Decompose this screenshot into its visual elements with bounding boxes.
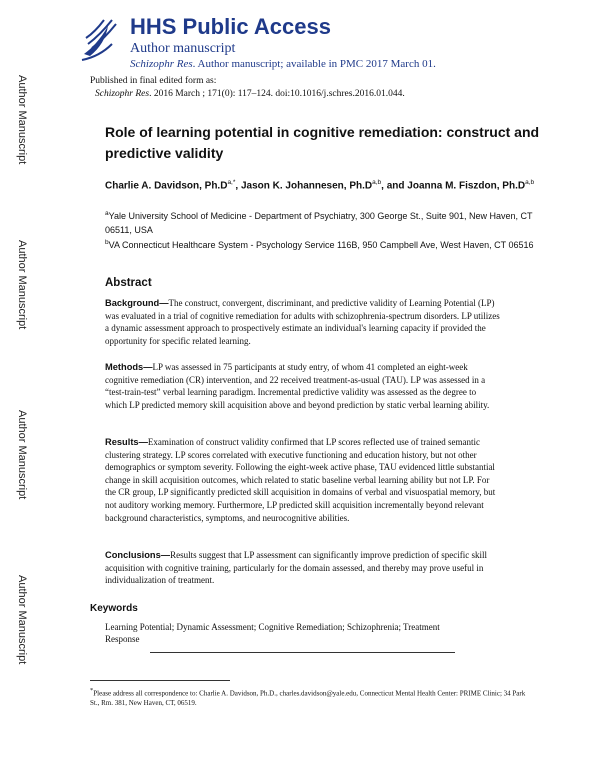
keywords-divider	[150, 652, 455, 653]
citation	[95, 89, 405, 99]
author-affiliation-mark: a,b	[372, 179, 382, 186]
affiliation-a	[105, 207, 545, 237]
affiliation-mark: b	[105, 239, 109, 246]
side-label-author-manuscript: Author Manuscript	[16, 75, 28, 165]
affiliation-text: Yale University School of Medicine - Department of Psychiatry, 300 George St., Suite 901, New Haven, CT 06511, USA	[105, 211, 533, 235]
side-label-author-manuscript: Author Manuscript	[16, 240, 28, 330]
abstract-conclusions	[105, 549, 500, 587]
published-label: Published in final edited form as:	[90, 76, 217, 86]
section-label: Background—	[105, 298, 169, 308]
footnote-text: Please address all correspondence to: Charlie A. Davidson, Ph.D., charles.davidson@yale.edu, Connecticut Mental Health Center: PRIME Clinic; 34 Park St., Rm. 381, New Haven, CT, 06519.	[90, 689, 526, 708]
author-name: Joanna M. Fiszdon, Ph.D	[407, 180, 526, 192]
hhs-eagle-logo-icon	[78, 14, 120, 66]
section-text: Results suggest that LP assessment can significantly improve prediction of specific skill acquisition with cognitive training, particularly for the domain assessed, and thereby may prove useful in individualization of treatment.	[105, 550, 487, 586]
citation-journal: Schizophr Res	[95, 89, 150, 99]
section-text: LP was assessed in 75 participants at study entry, of whom 41 completed an eight-week cognitive remediation (CR) intervention, and 22 received treatment-as-usual (TAU). LP was assessed in a “test-train-test” verbal learning paradigm. Incremental predictive validity was assessed as the degree to which LP predicted memory skill acquisition above and beyond prediction by static verbal learning ability.	[105, 362, 490, 410]
section-label: Methods—	[105, 362, 153, 372]
side-label-author-manuscript: Author Manuscript	[16, 575, 28, 665]
keywords-heading: Keywords	[90, 603, 138, 614]
section-text: The construct, convergent, discriminant, and predictive validity of Learning Potential (LP) was evaluated in a trial of cognitive remediation for adults with schizophrenia-spectrum disorders. LP utilizes a dynamic assessment approach to prospectively estimate an individual's learning capacity if provided the opportunity for specific related learning.	[105, 298, 500, 346]
section-text: Examination of construct validity confirmed that LP scores reflected use of trained semantic clustering strategy. LP scores correlated with executive functioning and education history, but not other demographics or symptom severity. Following the eight-week active phase, TAU evidenced little substantial change in skill acquisition outcomes, which related to static baseline verbal learning ability but not LP. For the CR group, LP significantly predicted skill acquisition in domains of verbal and visuospatial memory, but not auditory working memory. Furthermore, LP predicted skill acquisition incrementally beyond relevant background characteristics, symptoms, and neurocognitive abilities.	[105, 437, 496, 523]
affiliation-mark: a	[105, 210, 109, 217]
hhs-public-access-title: HHS Public Access	[130, 14, 331, 39]
affiliation-b	[105, 236, 545, 252]
citation-details: . 2016 March ; 171(0): 117–124. doi:10.1016/j.schres.2016.01.044.	[149, 89, 405, 99]
author-affiliation-mark: a,b	[525, 179, 535, 186]
section-label: Conclusions—	[105, 550, 171, 560]
availability-text: . Author manuscript; available in PMC 2017 March 01.	[192, 58, 436, 70]
author-name: Jason K. Johannesen, Ph.D	[240, 180, 373, 192]
correspondence-footnote	[90, 686, 530, 708]
journal-name: Schizophr Res	[130, 58, 193, 70]
author-separator: ,	[235, 180, 241, 192]
side-label-author-manuscript: Author Manuscript	[16, 410, 28, 500]
section-label: Results—	[105, 437, 148, 447]
footnote-mark: *	[90, 687, 94, 694]
keywords-list: Learning Potential; Dynamic Assessment; Cognitive Remediation; Schizophrenia; Treatment Response	[105, 622, 440, 644]
journal-availability	[130, 58, 436, 70]
abstract-methods	[105, 361, 500, 411]
author-affiliation-mark: a,*	[227, 179, 236, 186]
abstract-heading: Abstract	[105, 277, 152, 289]
author-list	[105, 175, 545, 193]
author-separator: , and	[381, 180, 408, 192]
abstract-results	[105, 436, 500, 524]
author-manuscript-subtitle: Author manuscript	[130, 41, 236, 56]
article-title: Role of learning potential in cognitive remediation: construct and predictive validity	[105, 124, 540, 161]
footnote-divider	[90, 680, 230, 681]
affiliation-text: VA Connecticut Healthcare System - Psychology Service 116B, 950 Campbell Ave, West Haven, CT 06516	[108, 240, 534, 250]
abstract-background	[105, 297, 500, 347]
author-name: Charlie A. Davidson, Ph.D	[105, 180, 228, 192]
